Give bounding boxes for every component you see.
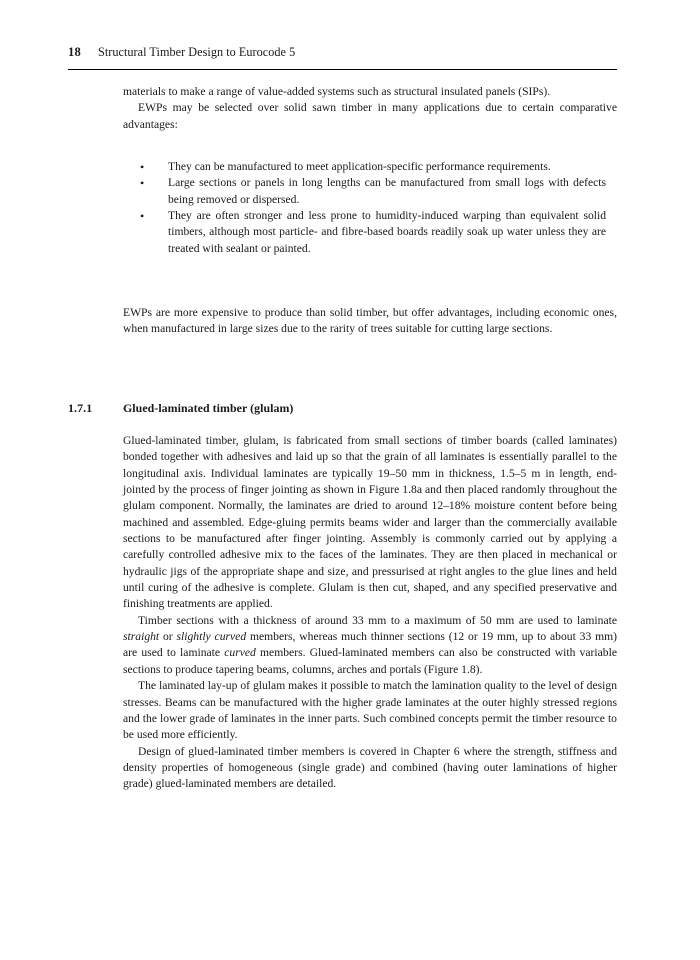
list-item <box>140 175 606 208</box>
list-item <box>140 159 606 175</box>
bullet-icon: • <box>140 175 145 190</box>
section-heading <box>68 401 617 416</box>
section-number: 1.7.1 <box>68 401 93 415</box>
paragraph-glulam-4: Design of glued-laminated timber members is covered in Chapter 6 where the strength, stiffness and density properties of homogeneous (single grade) and combined (having outer laminations of higher grade) glued-laminated members are detailed. <box>123 744 617 791</box>
paragraph-intro: materials to make a range of value-added systems such as structural insulated panels (SIPs). <box>123 85 551 98</box>
list-item-text: They can be manufactured to meet application-specific performance requirements. <box>168 160 551 174</box>
para2-part-a: Timber sections with a thickness of around 33 mm to a maximum of 50 mm are used to laminate <box>138 613 617 627</box>
para2-part-b: or <box>159 630 177 644</box>
bullet-icon: • <box>140 159 145 174</box>
spacer <box>123 257 617 305</box>
paragraph-glulam-1: Glued-laminated timber, glulam, is fabricated from small sections of timber boards (called laminates) bonded together with adhesives and laid up so that the grain of all laminates is essentially parallel to the longitudinal axis. Individual laminates are typically 19–50 mm in thickness, 1.5–5 m in length, end-jointed by the process of finger jointing as shown in Figure 1.8a and then placed randomly throughout the glulam component. Normally, the laminates are dried to around 12–18% moisture content before being machined and assembled. Edge-gluing permits beams wider and larger than the commercially available sections to be manufactured after finger jointing. Assembly is commonly carried out by applying a carefully controlled adhesive mix to the faces of the laminates. They are then placed in mechanical or hydraulic jigs of the appropriate shape and size, and pressurised at right angles to the glue lines and held until curing of the adhesive is complete. Glulam is then cut, shaped, and any specified preservative and finishing treatments are applied. <box>123 434 617 611</box>
bullet-icon: • <box>140 208 145 223</box>
section-title: Glued-laminated timber (glulam) <box>123 401 294 415</box>
running-head <box>68 45 617 60</box>
paragraph-ewp-cost: EWPs are more expensive to produce than solid timber, but offer advantages, including economic ones, when manufactured in large sizes due to the rarity of trees suitable for cutting large sections. <box>123 306 617 336</box>
text-column <box>123 84 617 338</box>
list-item <box>140 208 606 257</box>
para2-emphasis-slightly-curved: slightly curved <box>176 630 247 644</box>
paragraph-glulam-2 <box>123 613 617 678</box>
spacer <box>123 133 617 159</box>
page-number: 18 <box>68 45 81 59</box>
section-text-column <box>123 433 617 793</box>
list-item-text: Large sections or panels in long lengths can be manufactured from small logs with defects being removed or dispersed. <box>168 176 606 206</box>
para2-emphasis-curved: curved <box>224 646 256 660</box>
para2-emphasis-straight: straight <box>123 630 160 644</box>
list-item-text: They are often stronger and less prone to humidity-induced warping than equivalent solid timbers, although most particle- and fibre-based boards readily soak up water unless they are treated with sealant or painted. <box>168 209 606 255</box>
paragraph-ewp-lead: EWPs may be selected over solid sawn timber in many applications due to certain comparative advantages: <box>123 101 617 131</box>
advantages-list <box>123 159 617 257</box>
para2-part-d: members. Glued-laminated members can also be constructed with variable sections to produce tapering beams, columns, arches and portals (Figure 1.8). <box>123 646 617 676</box>
book-title: Structural Timber Design to Eurocode 5 <box>98 45 296 59</box>
paragraph-glulam-3: The laminated lay-up of glulam makes it possible to match the lamination quality to the level of design stresses. Beams can be manufactured with the higher grade laminates at the outer highly stressed regions and the lower grade of laminates in the inner parts. Such combined concepts permit the timber resource to be used more efficiently. <box>123 679 617 742</box>
para2-part-c: members, whereas much thinner sections (12 or 19 mm, up to about 33 mm) are used to laminate <box>123 630 618 660</box>
header-divider <box>68 69 617 70</box>
